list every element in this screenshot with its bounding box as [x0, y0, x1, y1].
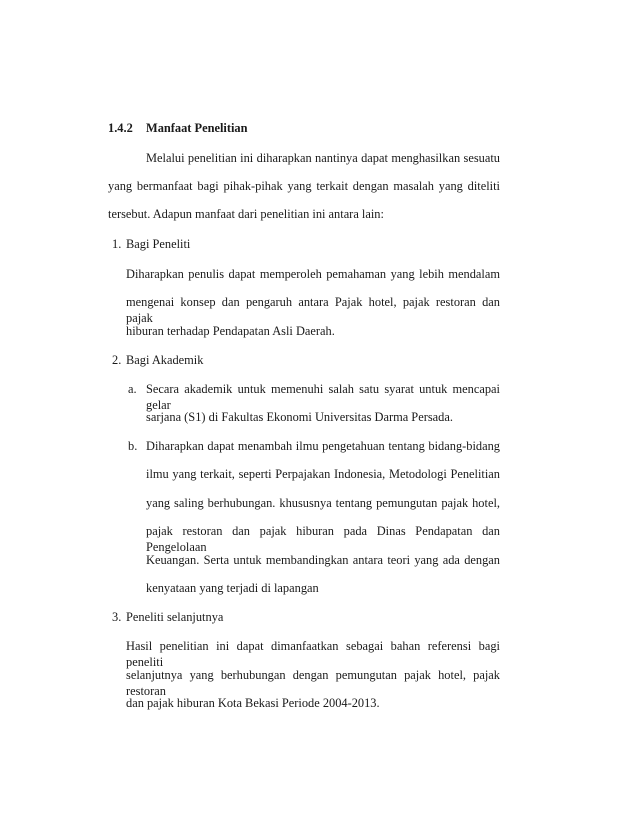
intro-line-1: Melalui penelitian ini diharapkan nantinya dapat menghasilkan sesuatu — [146, 151, 500, 165]
item-1-line-1: Diharapkan penulis dapat memperoleh pemahaman yang lebih mendalam — [126, 267, 500, 281]
item-2-title: Bagi Akademik — [126, 353, 204, 367]
subitem-b-line-5: Keuangan. Serta untuk membandingkan antara teori yang ada dengan — [146, 553, 500, 567]
subitem-b-line-2: ilmu yang terkait, seperti Perpajakan Indonesia, Metodologi Penelitian — [146, 467, 500, 481]
subitem-a-line-2: sarjana (S1) di Fakultas Ekonomi Universitas Darma Persada. — [146, 410, 453, 424]
intro-line-3: tersebut. Adapun manfaat dari penelitian ini antara lain: — [108, 207, 384, 221]
item-3-line-2: selanjutnya yang berhubungan dengan pemungutan pajak hotel, pajak restoran — [126, 668, 500, 698]
section-title: Manfaat Penelitian — [146, 121, 248, 135]
item-1-marker: 1. — [112, 237, 122, 251]
section-number: 1.4.2 — [108, 121, 133, 135]
subitem-a-line-1: Secara akademik untuk memenuhi salah satu syarat untuk mencapai gelar — [146, 382, 500, 412]
item-2-marker: 2. — [112, 353, 122, 367]
item-3-marker: 3. — [112, 610, 122, 624]
subitem-b-line-6: kenyataan yang terjadi di lapangan — [146, 581, 319, 595]
subitem-b-marker: b. — [128, 439, 138, 453]
item-3-line-1: Hasil penelitian ini dapat dimanfaatkan sebagai bahan referensi bagi peneliti — [126, 639, 500, 669]
item-1-line-3: hiburan terhadap Pendapatan Asli Daerah. — [126, 324, 335, 338]
subitem-b-line-3: yang saling berhubungan. khususnya tentang pemungutan pajak hotel, — [146, 496, 500, 510]
item-1-line-2: mengenai konsep dan pengaruh antara Pajak hotel, pajak restoran dan pajak — [126, 295, 500, 325]
item-1-title: Bagi Peneliti — [126, 237, 191, 251]
item-3-title: Peneliti selanjutnya — [126, 610, 224, 624]
subitem-b-line-4: pajak restoran dan pajak hiburan pada Dinas Pendapatan dan Pengelolaan — [146, 524, 500, 554]
item-3-line-3: dan pajak hiburan Kota Bekasi Periode 2004-2013. — [126, 696, 380, 710]
subitem-a-marker: a. — [128, 382, 137, 396]
intro-line-2: yang bermanfaat bagi pihak-pihak yang terkait dengan masalah yang diteliti — [108, 179, 500, 193]
subitem-b-line-1: Diharapkan dapat menambah ilmu pengetahuan tentang bidang-bidang — [146, 439, 500, 453]
